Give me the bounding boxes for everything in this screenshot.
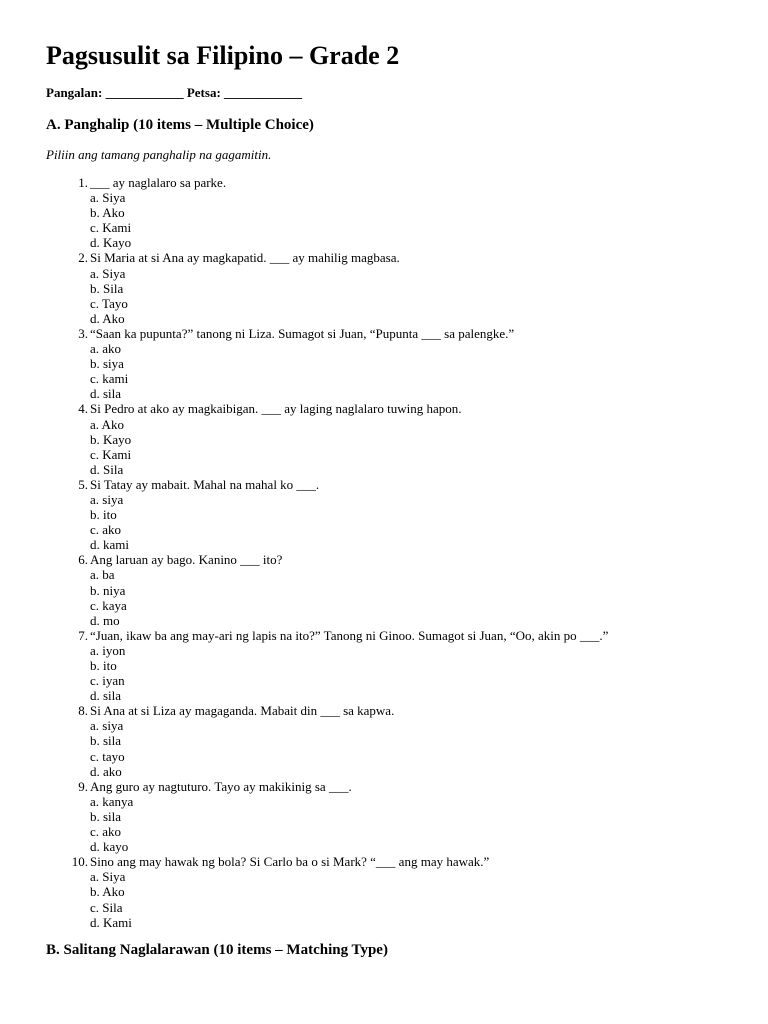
answer-option: a. Siya: [90, 190, 126, 206]
question-item: [46, 175, 736, 250]
question-row: [46, 854, 736, 869]
answer-option: a. Siya: [90, 869, 126, 885]
question-row: [46, 326, 736, 341]
answer-option: b. Sila: [90, 280, 124, 296]
question-text: Ang guro ay nagtuturo. Tayo ay makikinig sa ___.: [90, 778, 352, 794]
question-row: [46, 779, 736, 794]
question-row: [46, 477, 736, 492]
answer-option: c. Tayo: [90, 295, 128, 311]
document-page: [46, 36, 736, 960]
question-text: Si Ana at si Liza ay magaganda. Mabait din ___ sa kapwa.: [90, 703, 395, 719]
question-text: Ang laruan ay bago. Kanino ___ ito?: [90, 552, 283, 568]
answer-option: b. sila: [90, 808, 122, 824]
question-text: “Juan, ikaw ba ang may-ari ng lapis na ito?” Tanong ni Ginoo. Sumagot si Juan, “Oo, akin po ___.”: [90, 627, 609, 643]
answer-option: d. ako: [90, 763, 122, 779]
question-text: Sino ang may hawak ng bola? Si Carlo ba o si Mark? “___ ang may hawak.”: [90, 854, 490, 870]
question-number: 2.: [78, 250, 88, 266]
question-item: [46, 552, 736, 627]
answer-option: c. ako: [90, 522, 122, 538]
question-row: [46, 250, 736, 265]
answer-option: b. ito: [90, 507, 117, 523]
name-date-line: Pangalan: ____________ Petsa: ____________: [46, 85, 303, 100]
question-item: [46, 628, 736, 703]
answer-option: c. ako: [90, 824, 122, 840]
answer-option: b. sila: [90, 733, 122, 749]
answer-option: a. kanya: [90, 793, 134, 809]
answer-option: d. Kayo: [90, 235, 132, 251]
question-number: 1.: [78, 175, 88, 190]
answer-option: d. Ako: [90, 310, 125, 326]
answer-option: b. niya: [90, 582, 126, 598]
question-number: 6.: [78, 552, 88, 568]
answer-option: a. ba: [90, 567, 115, 583]
answer-option: b. siya: [90, 356, 124, 372]
question-list: [46, 175, 736, 930]
option-list: [46, 190, 736, 250]
question-row: [46, 175, 736, 190]
answer-option: d. Kami: [90, 914, 132, 930]
question-item: [46, 250, 736, 325]
question-number: 3.: [78, 325, 88, 341]
section-a-instruction: Piliin ang tamang panghalip na gagamitin.: [46, 147, 272, 162]
answer-option: b. ito: [90, 658, 117, 673]
answer-option: c. Kami: [90, 446, 132, 462]
section-a-heading: A. Panghalip (10 items – Multiple Choice): [46, 117, 314, 133]
answer-option: b. Kayo: [90, 431, 132, 447]
answer-option: b. Ako: [90, 884, 125, 900]
section-b-heading: B. Salitang Naglalarawan (10 items – Matching Type): [46, 941, 388, 958]
question-number: 9.: [78, 778, 88, 794]
question-row: [46, 552, 736, 567]
question-item: [46, 477, 736, 552]
answer-option: c. kaya: [90, 597, 127, 613]
question-item: [46, 401, 736, 476]
answer-option: d. kami: [90, 537, 129, 553]
answer-option: a. iyon: [90, 642, 126, 658]
answer-option: d. sila: [90, 386, 122, 402]
question-text: “Saan ka pupunta?” tanong ni Liza. Sumagot si Juan, “Pupunta ___ sa palengke.”: [90, 325, 515, 341]
answer-option: a. siya: [90, 718, 124, 734]
answer-option: a. Siya: [90, 265, 126, 281]
question-item: [46, 779, 736, 854]
option-list: [46, 417, 736, 477]
question-row: [46, 703, 736, 718]
question-text: Si Maria at si Ana ay magkapatid. ___ ay mahilig magbasa.: [90, 250, 400, 266]
question-number: 10.: [71, 854, 88, 870]
question-number: 4.: [78, 401, 88, 417]
option-list: [46, 794, 736, 854]
answer-option: c. iyan: [90, 673, 125, 689]
option-list: [46, 341, 736, 401]
option-list: [46, 492, 736, 552]
question-item: [46, 326, 736, 401]
question-text: ___ ay naglalaro sa parke.: [90, 175, 227, 190]
answer-option: a. ako: [90, 341, 122, 357]
question-row: [46, 401, 736, 416]
option-list: [46, 718, 736, 778]
question-number: 5.: [78, 476, 88, 492]
answer-option: b. Ako: [90, 205, 125, 221]
option-list: [46, 567, 736, 627]
question-text: Si Tatay ay mabait. Mahal na mahal ko ___.: [90, 476, 320, 492]
answer-option: d. Sila: [90, 461, 124, 477]
answer-option: d. kayo: [90, 839, 129, 855]
question-item: [46, 703, 736, 778]
question-number: 8.: [78, 703, 88, 719]
answer-option: c. Kami: [90, 220, 132, 236]
document-title: Pagsusulit sa Filipino – Grade 2: [46, 41, 400, 70]
question-item: [46, 854, 736, 929]
option-list: [46, 643, 736, 703]
answer-option: d. mo: [90, 612, 120, 628]
answer-option: a. siya: [90, 491, 124, 507]
answer-option: a. Ako: [90, 416, 124, 432]
option-list: [46, 266, 736, 326]
answer-option: c. Sila: [90, 899, 123, 915]
answer-option: d. sila: [90, 688, 122, 704]
question-row: [46, 628, 736, 643]
option-list: [46, 869, 736, 929]
question-number: 7.: [78, 627, 88, 643]
answer-option: c. kami: [90, 371, 129, 387]
answer-option: c. tayo: [90, 748, 125, 764]
question-text: Si Pedro at ako ay magkaibigan. ___ ay laging naglalaro tuwing hapon.: [90, 401, 462, 417]
